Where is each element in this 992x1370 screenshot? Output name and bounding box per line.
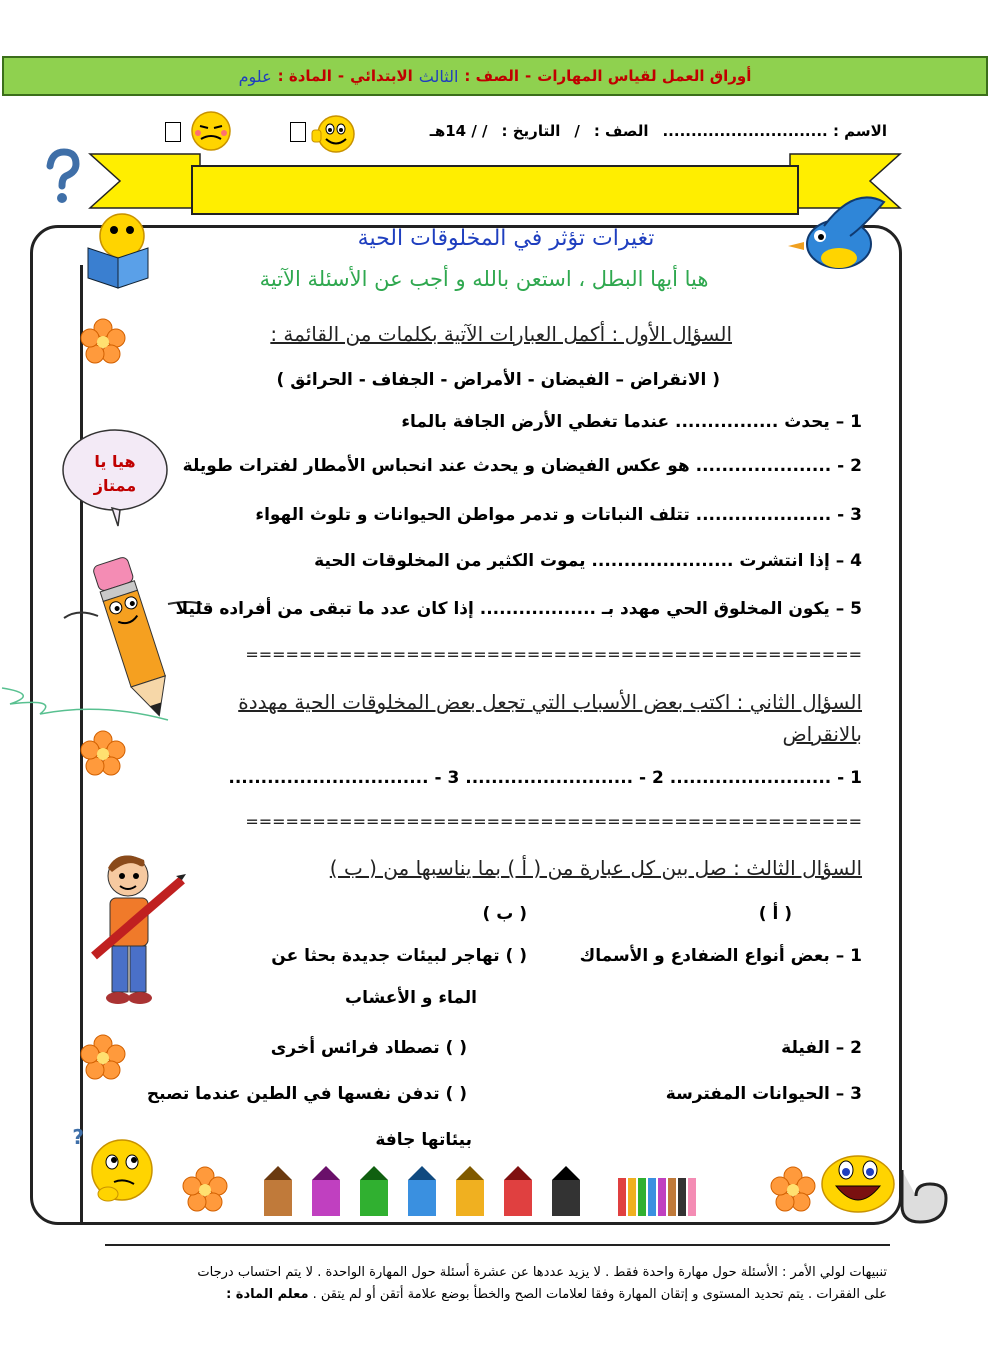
q3-left-item-1: 1 – بعض أنواع الضفادع و الأسماك (579, 946, 862, 966)
thinking-smiley-icon (72, 1122, 160, 1212)
q3-right-item-2[interactable]: ( ) تصطاد فرائس أخرى (270, 1038, 467, 1058)
footer-line-1: تنبيهات لولي الأمر : الأسئلة حول مهارة واحدة فقط . لا يزيد عددها عن عشرة أسئلة حول المهارة الواحدة . لا يتم احتساب درجات (197, 1265, 887, 1280)
not-mastered-checkbox[interactable] (165, 122, 181, 146)
flower-icon (770, 1166, 816, 1212)
flower-icon (80, 730, 126, 776)
svg-text:?: ? (72, 1125, 84, 1149)
student-info-line: الاسم : ............................. الصف : / التاريخ : / / 14هـ (429, 122, 887, 140)
date-field[interactable]: / / 14هـ (429, 122, 488, 140)
footer-notes (97, 1262, 887, 1306)
q1-item-1[interactable]: 1 – يحدث ................ عندما تغطي الأرض الجافة بالماء (401, 412, 862, 432)
scroll-curl (898, 1166, 958, 1226)
q1-heading: السؤال الأول : أكمل العبارات الآتية بكلمات من القائمة : (270, 322, 732, 346)
teacher-label: معلم المادة : (226, 1287, 309, 1302)
mastered-checkbox[interactable] (290, 122, 306, 146)
q3-right-item-3[interactable]: ( ) تدفن نفسها في الطين عندما تصبح (146, 1084, 467, 1104)
flower-icon (80, 318, 126, 364)
q3-right-item-1-cont: الماء و الأعشاب (345, 988, 477, 1008)
header-stage: الابتدائي (350, 67, 413, 85)
question-mark-icon (42, 148, 82, 208)
header-subject-label: المادة : (277, 67, 332, 85)
q3-left-item-2: 2 – الفيلة (781, 1038, 862, 1058)
boy-with-pencil-icon (88, 846, 188, 1016)
q3-right-item-1[interactable]: ( ) تهاجر لبيئات جديدة بحثا عن (271, 946, 527, 966)
q2-heading-line2: بالانقراض (782, 722, 862, 746)
scroll-frame-inner (80, 265, 902, 1225)
q1-item-3[interactable]: 3 - ..................... تتلف النباتات و تدمر مواطن الحيوانات و تلوث الهواء (255, 505, 862, 525)
colored-pencils-strip (258, 1164, 758, 1220)
green-squiggle (0, 684, 170, 724)
header-bar: أوراق العمل لقياس المهارات - الصف : الثالث الابتدائي - المادة : علوم (2, 56, 988, 96)
q3-left-item-3: 3 – الحيوانات المفترسة (665, 1084, 862, 1104)
q2-heading-line1: السؤال الثاني : اكتب بعض الأسباب التي تجعل بعض المخلوقات الحية مهددة (238, 690, 862, 714)
q1-item-5[interactable]: 5 – يكون المخلوق الحي مهدد بـ .................. إذا كان عدد ما تبقى من أفراده قليلا (175, 599, 862, 619)
laughing-smiley-icon (818, 1146, 898, 1216)
q3-right-item-3-cont: بيئاتها جافة (375, 1130, 472, 1150)
footer-line-2: على الفقرات . يتم تحديد المستوى و إتقان المهارة وفقا لعلامات الصح والخطأ بوضع علامة أتقن أو لم يتقن . معلم المادة : (226, 1287, 887, 1302)
footer-divider (105, 1244, 890, 1246)
q3-column-a-header: ( أ ) (758, 904, 792, 924)
q1-item-4[interactable]: 4 – إذا انتشرت ...................... يموت الكثير من المخلوقات الحية (314, 551, 862, 571)
q3-column-b-header: ( ب ) (482, 904, 527, 924)
q2-answer-line[interactable]: 1 - ......................... 2 - .......................... 3 - ............................... (228, 768, 862, 788)
speech-bubble-text: هيا يا ممتاز (93, 452, 137, 495)
header-subject: علوم (238, 66, 272, 86)
header-bar-label: أوراق العمل لقياس المهارات (537, 67, 752, 85)
date-label: التاريخ : (501, 122, 561, 140)
q3-heading: السؤال الثالث : صل بين كل عبارة من ( أ ) بما يناسبها من ( ب ) (329, 856, 862, 880)
separator-2: ============================================== (245, 812, 862, 831)
worksheet-title: تغيرات تؤثر في المخلوقات الحية (357, 226, 655, 251)
flower-icon (80, 1034, 126, 1080)
header-grade: الثالث (418, 66, 459, 86)
worksheet-subtitle: هيا أيها البطل ، استعن بالله و أجب عن الأسئلة الآتية (259, 267, 709, 291)
title-ribbon (90, 148, 900, 220)
class-field[interactable]: الصف : (593, 122, 649, 140)
header-class-label: الصف : (464, 67, 520, 85)
q1-word-list: ( الانقراض – الفيضان - الأمراض - الجفاف - الحرائق ) (276, 370, 720, 390)
q1-item-2[interactable]: 2 - ..................... هو عكس الفيضان و يحدث عند انحباس الأمطار لفترات طويلة (182, 456, 862, 476)
name-field[interactable]: الاسم : ............................. (662, 122, 887, 140)
separator-1: ============================================== (245, 645, 862, 664)
flower-icon (182, 1166, 228, 1212)
